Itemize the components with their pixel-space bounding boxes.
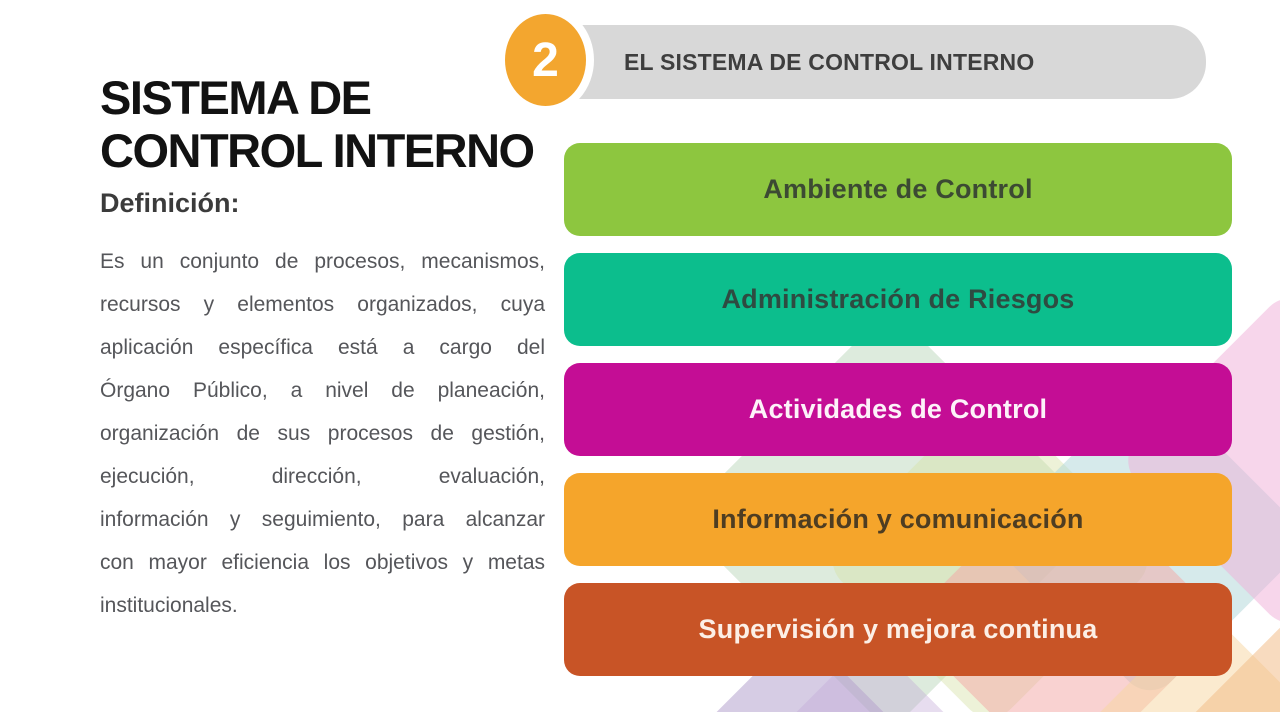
component-bar-administracion-de-riesgos bbox=[564, 253, 1232, 346]
definition-paragraph-line: organización de sus procesos de gestión, bbox=[100, 422, 545, 445]
definition-paragraph-line: ejecución, dirección, evaluación, bbox=[100, 465, 545, 488]
section-banner bbox=[544, 25, 1206, 99]
section-banner-title: EL SISTEMA DE CONTROL INTERNO bbox=[624, 48, 1035, 75]
definition-heading: Definición: bbox=[100, 188, 240, 218]
component-bar-ambiente-de-control bbox=[564, 143, 1232, 236]
definition-paragraph-line: aplicación específica está a cargo del bbox=[100, 336, 545, 359]
definition-paragraph-line: información y seguimiento, para alcanzar bbox=[100, 508, 545, 531]
component-bar-label: Supervisión y mejora continua bbox=[698, 614, 1098, 644]
definition-paragraph-line: recursos y elementos organizados, cuya bbox=[100, 293, 545, 316]
component-bar-label: Información y comunicación bbox=[712, 504, 1084, 534]
component-bar-label: Administración de Riesgos bbox=[721, 284, 1075, 314]
page-title bbox=[100, 71, 560, 177]
component-list bbox=[564, 143, 1232, 693]
page-title-line-1: SISTEMA DE bbox=[100, 71, 371, 125]
definition-paragraph bbox=[100, 240, 545, 627]
step-number: 2 bbox=[532, 33, 559, 87]
definition-paragraph-line: con mayor eficiencia los objetivos y metas bbox=[100, 551, 545, 574]
definition-paragraph-line: Órgano Público, a nivel de planeación, bbox=[100, 379, 545, 402]
definition-paragraph-line: institucionales. bbox=[100, 594, 238, 617]
component-bar-informacion-y-comunicacion bbox=[564, 473, 1232, 566]
step-number-badge bbox=[505, 14, 586, 106]
page-title-line-2: CONTROL INTERNO bbox=[100, 124, 534, 178]
component-bar-supervision-y-mejora-continua bbox=[564, 583, 1232, 676]
component-bar-label: Actividades de Control bbox=[748, 394, 1048, 424]
component-bar-label: Ambiente de Control bbox=[763, 174, 1033, 204]
definition-paragraph-line: Es un conjunto de procesos, mecanismos, bbox=[100, 250, 545, 273]
component-bar-actividades-de-control bbox=[564, 363, 1232, 456]
